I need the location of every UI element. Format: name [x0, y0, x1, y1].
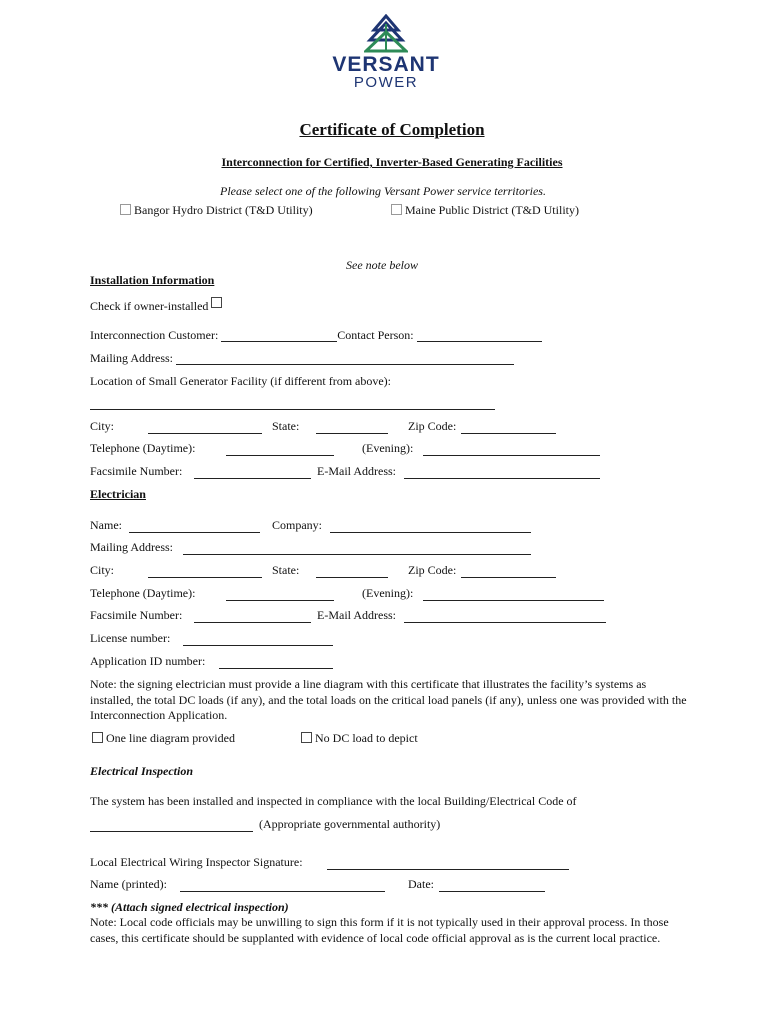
- mailing-address-field[interactable]: [176, 352, 514, 365]
- email-field[interactable]: [404, 466, 600, 479]
- state-label: State:: [272, 419, 300, 433]
- one-line-diagram-label: One line diagram provided: [106, 731, 235, 745]
- state-field[interactable]: [316, 421, 388, 434]
- attach-inspection-note: *** (Attach signed electrical inspection): [90, 900, 289, 914]
- checkbox-icon[interactable]: [120, 204, 131, 215]
- electrician-facsimile-field[interactable]: [194, 610, 311, 623]
- electrician-telephone-field[interactable]: [226, 588, 334, 601]
- electrician-zip-field[interactable]: [461, 565, 556, 578]
- territory-prompt: Please select one of the following Versant Power service territories.: [220, 184, 546, 198]
- territory-option-bangor[interactable]: [120, 203, 313, 218]
- name-printed-label: Name (printed):: [90, 877, 167, 891]
- interconnection-customer-label: Interconnection Customer:: [90, 328, 219, 342]
- facsimile-label: Facsimile Number:: [90, 464, 183, 478]
- line-diagram-note: Note: the signing electrician must provide a line diagram with this certificate that illustrates the facility’s systems as installed, the total DC loads (if any), and the total loads on the critical load panels (if any), unless one was provided with the Interconnection Application.: [90, 677, 687, 722]
- installation-heading: Installation Information: [90, 273, 215, 287]
- company-field[interactable]: [330, 520, 531, 533]
- evening-field[interactable]: [423, 443, 600, 456]
- city-label: City:: [90, 419, 115, 433]
- date-field[interactable]: [439, 879, 545, 892]
- owner-installed-label: Check if owner-installed: [90, 299, 209, 313]
- zip-field[interactable]: [461, 421, 556, 434]
- no-dc-load-label: No DC load to depict: [315, 731, 418, 745]
- electrician-evening-label: (Evening):: [362, 586, 414, 600]
- owner-installed-checkbox[interactable]: [211, 297, 222, 308]
- license-label: License number:: [90, 631, 171, 645]
- electrician-state-field[interactable]: [316, 565, 388, 578]
- mailing-address-label: Mailing Address:: [90, 351, 173, 365]
- telephone-label: Telephone (Daytime):: [90, 441, 196, 455]
- application-id-field[interactable]: [219, 656, 333, 669]
- mailing-address-row: [90, 351, 514, 366]
- authority-field[interactable]: [90, 819, 253, 832]
- tree-logo-icon: [364, 14, 408, 54]
- electrician-evening-field[interactable]: [423, 588, 604, 601]
- electrician-mailing-field[interactable]: [183, 542, 531, 555]
- versant-power-logo: [320, 14, 452, 100]
- name-printed-field[interactable]: [180, 879, 385, 892]
- interconnection-customer-row: [90, 328, 542, 343]
- territory-option-maine[interactable]: [391, 203, 579, 218]
- electrician-zip-label: Zip Code:: [408, 563, 457, 577]
- company-label: Company:: [272, 518, 322, 532]
- inspection-statement: The system has been installed and inspected in compliance with the local Building/Electrical Code of: [90, 794, 577, 808]
- electrician-heading: Electrician: [90, 487, 146, 501]
- electrician-city-field[interactable]: [148, 565, 262, 578]
- logo-subword: POWER: [353, 74, 419, 91]
- checkbox-icon[interactable]: [391, 204, 402, 215]
- location-field[interactable]: [90, 409, 495, 410]
- see-note-text: See note below: [346, 258, 418, 272]
- page-subtitle: Interconnection for Certified, Inverter-Based Generating Facilities: [221, 155, 563, 169]
- email-label: E-Mail Address:: [317, 464, 396, 478]
- city-field[interactable]: [148, 421, 262, 434]
- telephone-field[interactable]: [226, 443, 334, 456]
- signature-field[interactable]: [327, 857, 569, 870]
- no-dc-load-option[interactable]: [301, 731, 418, 746]
- application-id-label: Application ID number:: [90, 654, 206, 668]
- contact-person-field[interactable]: [417, 329, 542, 342]
- local-code-note: Note: Local code officials may be unwilling to sign this form if it is not typically used in their approval process. In those cases, this certificate should be supplanted with evidence of local code official approval as is the current local practice.: [90, 915, 669, 945]
- electrician-city-label: City:: [90, 563, 115, 577]
- signature-label: Local Electrical Wiring Inspector Signature:: [90, 855, 303, 869]
- electrician-name-field[interactable]: [129, 520, 260, 533]
- facsimile-field[interactable]: [194, 466, 311, 479]
- owner-installed-row: [90, 297, 225, 314]
- electrician-name-label: Name:: [90, 518, 122, 532]
- inspection-heading: Electrical Inspection: [90, 764, 193, 778]
- contact-person-label: Contact Person:: [337, 328, 414, 342]
- checkbox-icon[interactable]: [301, 732, 312, 743]
- checkbox-icon[interactable]: [92, 732, 103, 743]
- logo-wordmark: VERSANT: [332, 53, 440, 76]
- electrician-state-label: State:: [272, 563, 300, 577]
- electrician-telephone-label: Telephone (Daytime):: [90, 586, 196, 600]
- evening-label: (Evening):: [362, 441, 414, 455]
- electrician-mailing-label: Mailing Address:: [90, 540, 173, 554]
- location-label: Location of Small Generator Facility (if different from above):: [90, 374, 392, 388]
- page-title: Certificate of Completion: [299, 120, 485, 139]
- electrician-email-label: E-Mail Address:: [317, 608, 396, 622]
- date-label: Date:: [408, 877, 434, 891]
- one-line-diagram-option[interactable]: [92, 731, 235, 746]
- electrician-facsimile-label: Facsimile Number:: [90, 608, 183, 622]
- authority-label: (Appropriate governmental authority): [259, 817, 441, 831]
- territory-label-bangor: Bangor Hydro District (T&D Utility): [134, 203, 313, 217]
- zip-label: Zip Code:: [408, 419, 457, 433]
- territory-label-maine: Maine Public District (T&D Utility): [405, 203, 579, 217]
- electrician-email-field[interactable]: [404, 610, 606, 623]
- license-field[interactable]: [183, 633, 333, 646]
- interconnection-customer-field[interactable]: [221, 329, 337, 342]
